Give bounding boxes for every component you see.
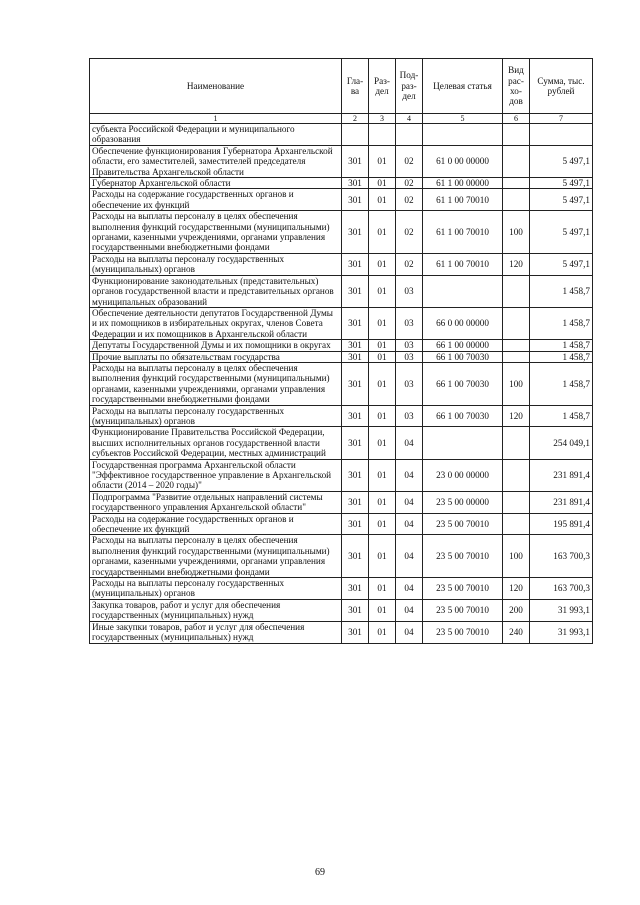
table-row bbox=[90, 145, 593, 177]
cell-target: 66 1 00 70030 bbox=[423, 405, 503, 427]
cell-glava: 301 bbox=[342, 351, 369, 362]
cell-target: 23 5 00 70010 bbox=[423, 578, 503, 600]
cell-razdel: 01 bbox=[369, 362, 396, 405]
cell-razdel: 01 bbox=[369, 513, 396, 535]
cell-razdel: 01 bbox=[369, 578, 396, 600]
cell-target: 66 1 00 70030 bbox=[423, 351, 503, 362]
cell-razdel: 01 bbox=[369, 405, 396, 427]
cell-glava: 301 bbox=[342, 427, 369, 459]
cell-target: 23 5 00 70010 bbox=[423, 535, 503, 578]
cell-name: Расходы на выплаты персоналу в целях обеспечения выполнения функций государственными (муниципальными) органами, казенными учреждениями, органами управления государственными внебюджетными фондами bbox=[90, 211, 342, 254]
cell-vid bbox=[503, 427, 530, 459]
cell-podrazdel: 04 bbox=[396, 599, 423, 621]
cell-vid: 120 bbox=[503, 405, 530, 427]
cell-podrazdel: 04 bbox=[396, 513, 423, 535]
table-row bbox=[90, 578, 593, 600]
table-row bbox=[90, 307, 593, 339]
cell-name: Расходы на выплаты персоналу государственных (муниципальных) органов bbox=[90, 405, 342, 427]
cell-sum: 5 497,1 bbox=[530, 178, 593, 189]
cell-target: 66 1 00 70030 bbox=[423, 362, 503, 405]
cell-vid bbox=[503, 124, 530, 146]
cell-podrazdel: 04 bbox=[396, 427, 423, 459]
cell-sum: 5 497,1 bbox=[530, 253, 593, 275]
cell-target: 23 5 00 70010 bbox=[423, 513, 503, 535]
cell-sum: 163 700,3 bbox=[530, 578, 593, 600]
cell-vid: 100 bbox=[503, 211, 530, 254]
cell-glava: 301 bbox=[342, 491, 369, 513]
cell-podrazdel: 04 bbox=[396, 535, 423, 578]
cell-glava bbox=[342, 124, 369, 146]
cell-vid bbox=[503, 351, 530, 362]
cell-target bbox=[423, 124, 503, 146]
cell-vid bbox=[503, 491, 530, 513]
cell-vid bbox=[503, 145, 530, 177]
cell-vid: 120 bbox=[503, 578, 530, 600]
table-row bbox=[90, 189, 593, 211]
cell-glava: 301 bbox=[342, 513, 369, 535]
column-number: 5 bbox=[423, 114, 503, 124]
cell-target: 61 1 00 00000 bbox=[423, 178, 503, 189]
cell-name: Расходы на содержание государственных органов и обеспечение их функций bbox=[90, 513, 342, 535]
cell-glava: 301 bbox=[342, 621, 369, 643]
cell-razdel: 01 bbox=[369, 459, 396, 491]
cell-podrazdel: 04 bbox=[396, 621, 423, 643]
cell-razdel: 01 bbox=[369, 145, 396, 177]
cell-sum bbox=[530, 124, 593, 146]
cell-glava: 301 bbox=[342, 145, 369, 177]
cell-razdel bbox=[369, 124, 396, 146]
table-row bbox=[90, 459, 593, 491]
cell-razdel: 01 bbox=[369, 253, 396, 275]
cell-podrazdel: 03 bbox=[396, 362, 423, 405]
cell-name: Депутаты Государственной Думы и их помощники в округах bbox=[90, 340, 342, 351]
column-number: 2 bbox=[342, 114, 369, 124]
cell-target: 23 5 00 70010 bbox=[423, 599, 503, 621]
cell-podrazdel: 04 bbox=[396, 491, 423, 513]
cell-razdel: 01 bbox=[369, 211, 396, 254]
cell-podrazdel: 04 bbox=[396, 578, 423, 600]
cell-glava: 301 bbox=[342, 340, 369, 351]
cell-vid bbox=[503, 513, 530, 535]
cell-target bbox=[423, 427, 503, 459]
header-target: Целевая статья bbox=[423, 59, 503, 114]
cell-target: 66 0 00 00000 bbox=[423, 307, 503, 339]
header-glava: Гла-ва bbox=[342, 59, 369, 114]
cell-podrazdel: 02 bbox=[396, 211, 423, 254]
cell-name: Расходы на выплаты персоналу в целях обеспечения выполнения функций государственными (муниципальными) органами, казенными учреждениями, органами управления государственными внебюджетными фондами bbox=[90, 535, 342, 578]
header-vid: Вид рас-хо-дов bbox=[503, 59, 530, 114]
cell-glava: 301 bbox=[342, 189, 369, 211]
cell-podrazdel: 03 bbox=[396, 340, 423, 351]
cell-razdel: 01 bbox=[369, 427, 396, 459]
cell-sum: 5 497,1 bbox=[530, 145, 593, 177]
cell-glava: 301 bbox=[342, 178, 369, 189]
cell-podrazdel: 03 bbox=[396, 307, 423, 339]
cell-podrazdel: 03 bbox=[396, 275, 423, 307]
cell-name: Расходы на выплаты персоналу в целях обеспечения выполнения функций государственными (муниципальными) органами, казенными учреждениями, органами управления государственными внебюджетными фондами bbox=[90, 362, 342, 405]
cell-vid: 100 bbox=[503, 362, 530, 405]
column-number-row bbox=[90, 114, 593, 124]
header-row bbox=[90, 59, 593, 114]
cell-name: Расходы на выплаты персоналу государственных (муниципальных) органов bbox=[90, 578, 342, 600]
table-row bbox=[90, 178, 593, 189]
table-row bbox=[90, 535, 593, 578]
cell-razdel: 01 bbox=[369, 351, 396, 362]
header-sum: Сумма, тыс. рублей bbox=[530, 59, 593, 114]
cell-glava: 301 bbox=[342, 599, 369, 621]
cell-vid: 200 bbox=[503, 599, 530, 621]
cell-razdel: 01 bbox=[369, 599, 396, 621]
table-row bbox=[90, 513, 593, 535]
cell-glava: 301 bbox=[342, 459, 369, 491]
cell-target: 66 1 00 00000 bbox=[423, 340, 503, 351]
cell-glava: 301 bbox=[342, 275, 369, 307]
cell-name: Закупка товаров, работ и услуг для обеспечения государственных (муниципальных) нужд bbox=[90, 599, 342, 621]
cell-sum: 31 993,1 bbox=[530, 621, 593, 643]
cell-target: 61 1 00 70010 bbox=[423, 189, 503, 211]
cell-name: Обеспечение функционирования Губернатора Архангельской области, его заместителей, заместителей председателя Правительства Архангельской области bbox=[90, 145, 342, 177]
cell-vid: 100 bbox=[503, 535, 530, 578]
cell-target: 23 5 00 70010 bbox=[423, 621, 503, 643]
cell-glava: 301 bbox=[342, 362, 369, 405]
cell-glava: 301 bbox=[342, 578, 369, 600]
table-row bbox=[90, 362, 593, 405]
cell-vid bbox=[503, 307, 530, 339]
cell-name: Расходы на выплаты персоналу государственных (муниципальных) органов bbox=[90, 253, 342, 275]
cell-target bbox=[423, 275, 503, 307]
cell-razdel: 01 bbox=[369, 307, 396, 339]
cell-sum: 5 497,1 bbox=[530, 211, 593, 254]
cell-vid bbox=[503, 459, 530, 491]
cell-name: Государственная программа Архангельской области "Эффективное государственное управление в Архангельской области (2014 – 2020 годы)" bbox=[90, 459, 342, 491]
cell-podrazdel: 03 bbox=[396, 405, 423, 427]
table-row bbox=[90, 253, 593, 275]
cell-glava: 301 bbox=[342, 405, 369, 427]
header-razdel: Раз-дел bbox=[369, 59, 396, 114]
cell-glava: 301 bbox=[342, 253, 369, 275]
cell-sum: 5 497,1 bbox=[530, 189, 593, 211]
cell-sum: 254 049,1 bbox=[530, 427, 593, 459]
cell-vid bbox=[503, 275, 530, 307]
cell-razdel: 01 bbox=[369, 275, 396, 307]
table-row bbox=[90, 340, 593, 351]
cell-sum: 31 993,1 bbox=[530, 599, 593, 621]
table-row bbox=[90, 275, 593, 307]
cell-sum: 1 458,7 bbox=[530, 275, 593, 307]
column-number: 7 bbox=[530, 114, 593, 124]
cell-name: Расходы на содержание государственных органов и обеспечение их функций bbox=[90, 189, 342, 211]
table-row bbox=[90, 621, 593, 643]
cell-name: Губернатор Архангельской области bbox=[90, 178, 342, 189]
cell-glava: 301 bbox=[342, 211, 369, 254]
cell-sum: 1 458,7 bbox=[530, 340, 593, 351]
cell-vid bbox=[503, 178, 530, 189]
cell-target: 61 0 00 00000 bbox=[423, 145, 503, 177]
cell-razdel: 01 bbox=[369, 178, 396, 189]
cell-razdel: 01 bbox=[369, 491, 396, 513]
cell-target: 61 1 00 70010 bbox=[423, 211, 503, 254]
cell-razdel: 01 bbox=[369, 340, 396, 351]
header-podrazdel: Под-раз-дел bbox=[396, 59, 423, 114]
cell-sum: 231 891,4 bbox=[530, 459, 593, 491]
cell-podrazdel: 02 bbox=[396, 178, 423, 189]
budget-table bbox=[89, 58, 593, 644]
cell-target: 23 0 00 00000 bbox=[423, 459, 503, 491]
cell-sum: 163 700,3 bbox=[530, 535, 593, 578]
cell-podrazdel: 02 bbox=[396, 253, 423, 275]
cell-name: субъекта Российской Федерации и муниципального образования bbox=[90, 124, 342, 146]
cell-podrazdel bbox=[396, 124, 423, 146]
cell-vid bbox=[503, 340, 530, 351]
cell-vid bbox=[503, 189, 530, 211]
cell-razdel: 01 bbox=[369, 189, 396, 211]
cell-podrazdel: 04 bbox=[396, 459, 423, 491]
column-number: 6 bbox=[503, 114, 530, 124]
page-number: 69 bbox=[315, 867, 325, 878]
table-row bbox=[90, 491, 593, 513]
cell-podrazdel: 02 bbox=[396, 145, 423, 177]
cell-name: Функционирование Правительства Российской Федерации, высших исполнительных органов государственной власти субъектов Российской Федерации, местных администраций bbox=[90, 427, 342, 459]
cell-podrazdel: 03 bbox=[396, 351, 423, 362]
cell-glava: 301 bbox=[342, 535, 369, 578]
cell-glava: 301 bbox=[342, 307, 369, 339]
cell-sum: 1 458,7 bbox=[530, 405, 593, 427]
cell-name: Иные закупки товаров, работ и услуг для обеспечения государственных (муниципальных) нужд bbox=[90, 621, 342, 643]
cell-target: 23 5 00 00000 bbox=[423, 491, 503, 513]
cell-razdel: 01 bbox=[369, 535, 396, 578]
cell-name: Подпрограмма "Развитие отдельных направлений системы государственного управления Архангельской области" bbox=[90, 491, 342, 513]
cell-name: Прочие выплаты по обязательствам государства bbox=[90, 351, 342, 362]
cell-podrazdel: 02 bbox=[396, 189, 423, 211]
table-row bbox=[90, 405, 593, 427]
cell-sum: 231 891,4 bbox=[530, 491, 593, 513]
cell-sum: 1 458,7 bbox=[530, 351, 593, 362]
cell-vid: 120 bbox=[503, 253, 530, 275]
cell-vid: 240 bbox=[503, 621, 530, 643]
cell-razdel: 01 bbox=[369, 621, 396, 643]
header-name: Наименование bbox=[90, 59, 342, 114]
column-number: 1 bbox=[90, 114, 342, 124]
cell-name: Обеспечение деятельности депутатов Государственной Думы и их помощников в избирательных округах, членов Совета Федерации и их помощников в Архангельской области bbox=[90, 307, 342, 339]
cell-sum: 1 458,7 bbox=[530, 307, 593, 339]
table-row bbox=[90, 351, 593, 362]
table-row bbox=[90, 427, 593, 459]
cell-sum: 1 458,7 bbox=[530, 362, 593, 405]
table-row bbox=[90, 211, 593, 254]
cell-sum: 195 891,4 bbox=[530, 513, 593, 535]
table-body bbox=[90, 124, 593, 644]
table-row bbox=[90, 599, 593, 621]
table-header bbox=[90, 59, 593, 124]
cell-target: 61 1 00 70010 bbox=[423, 253, 503, 275]
column-number: 3 bbox=[369, 114, 396, 124]
table-row bbox=[90, 124, 593, 146]
column-number: 4 bbox=[396, 114, 423, 124]
cell-name: Функционирование законодательных (представительных) органов государственной власти и представительных органов муниципальных образований bbox=[90, 275, 342, 307]
